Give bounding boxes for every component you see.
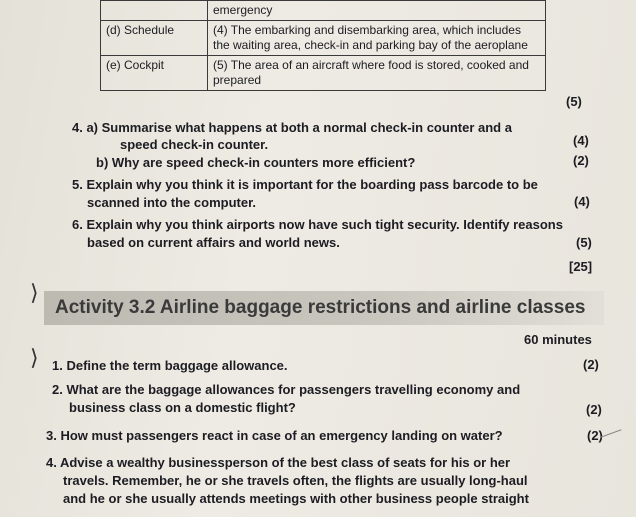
question-4a-line2: speed check-in counter. [120, 137, 269, 152]
activity-question-3-mark: (2) [587, 428, 603, 443]
table-cell: (d) Schedule [101, 21, 208, 56]
activity-question-2-mark: (2) [586, 402, 602, 417]
activity-question-1: 1. Define the term baggage allowance. [52, 358, 288, 373]
question-4a-mark: (4) [573, 133, 589, 148]
bracket-mark: ⟩ [30, 280, 39, 305]
table-row [101, 56, 546, 91]
activity-question-4-line3: and he or she usually attends meetings with other business people straight [63, 491, 529, 506]
activity-question-4-line1: 4. Advise a wealthy businessperson of the best class of seats for his or her [46, 455, 511, 470]
table-row [101, 21, 546, 56]
bracket-mark: ⟩ [30, 345, 39, 370]
activity-title: Activity 3.2 Airline baggage restrictions and airline classes [55, 297, 586, 318]
total-marks: [25] [569, 259, 593, 274]
table-mark: (5) [566, 94, 582, 109]
question-5-line1: 5. Explain why you think it is important for the boarding pass barcode to be [72, 177, 538, 192]
question-6-mark: (5) [576, 235, 592, 250]
matching-table [100, 0, 546, 91]
question-5-mark: (4) [574, 194, 590, 209]
activity-question-1-mark: (2) [583, 357, 599, 372]
table-cell: emergency [208, 1, 546, 21]
table-cell: (4) The embarking and disembarking area, which includes the waiting area, check-in and parking bay of the aeroplane [208, 21, 546, 56]
activity-question-3: 3. How must passengers react in case of an emergency landing on water? [46, 428, 503, 443]
question-4b-mark: (2) [573, 153, 589, 168]
activity-question-2-line2: business class on a domestic flight? [69, 400, 296, 415]
question-6-line1: 6. Explain why you think airports now have such tight security. Identify reasons [72, 217, 563, 232]
question-4a-line1: 4. a) Summarise what happens at both a normal check-in counter and a [72, 120, 512, 135]
question-4b: b) Why are speed check-in counters more efficient? [96, 155, 416, 170]
table-row [101, 1, 546, 21]
table-cell [101, 1, 208, 21]
activity-question-4-line2: travels. Remember, he or she travels often, the flights are usually long-haul [63, 473, 528, 488]
question-5-line2: scanned into the computer. [87, 195, 257, 210]
table-cell: (e) Cockpit [101, 56, 208, 91]
activity-duration: 60 minutes [524, 332, 592, 347]
table-cell: (5) The area of an aircraft where food is stored, cooked and prepared [208, 56, 546, 91]
question-6-line2: based on current affairs and world news. [87, 235, 340, 250]
activity-question-2-line1: 2. What are the baggage allowances for passengers travelling economy and [52, 382, 521, 397]
